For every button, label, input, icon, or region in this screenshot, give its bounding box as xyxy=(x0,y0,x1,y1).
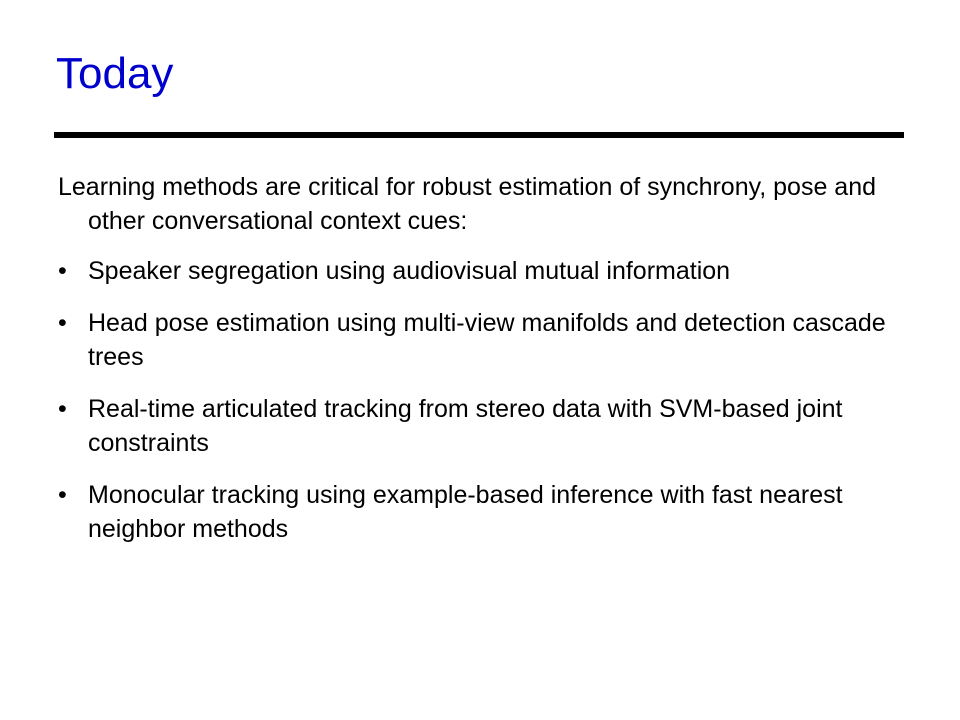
bullet-text: Real-time articulated tracking from stereo data with SVM-based joint constraints xyxy=(88,395,843,457)
bullet-text: Monocular tracking using example-based inference with fast nearest neighbor methods xyxy=(88,481,843,543)
bullet-icon: • xyxy=(58,257,67,285)
bullet-item xyxy=(58,254,898,288)
bullet-icon: • xyxy=(58,309,67,337)
title-underline xyxy=(54,132,904,138)
bullet-icon: • xyxy=(58,395,67,423)
bullet-text: Head pose estimation using multi-view manifolds and detection cascade trees xyxy=(88,309,886,371)
bullet-item xyxy=(58,392,898,460)
bullet-item xyxy=(58,306,898,374)
bullet-icon: • xyxy=(58,481,67,509)
intro-text: Learning methods are critical for robust estimation of synchrony, pose and other conversational context cues: xyxy=(58,173,877,235)
slide-title: Today xyxy=(56,49,174,98)
bullet-text: Speaker segregation using audiovisual mutual information xyxy=(88,257,731,285)
bullet-item xyxy=(58,478,898,546)
bullet-list xyxy=(58,254,898,564)
